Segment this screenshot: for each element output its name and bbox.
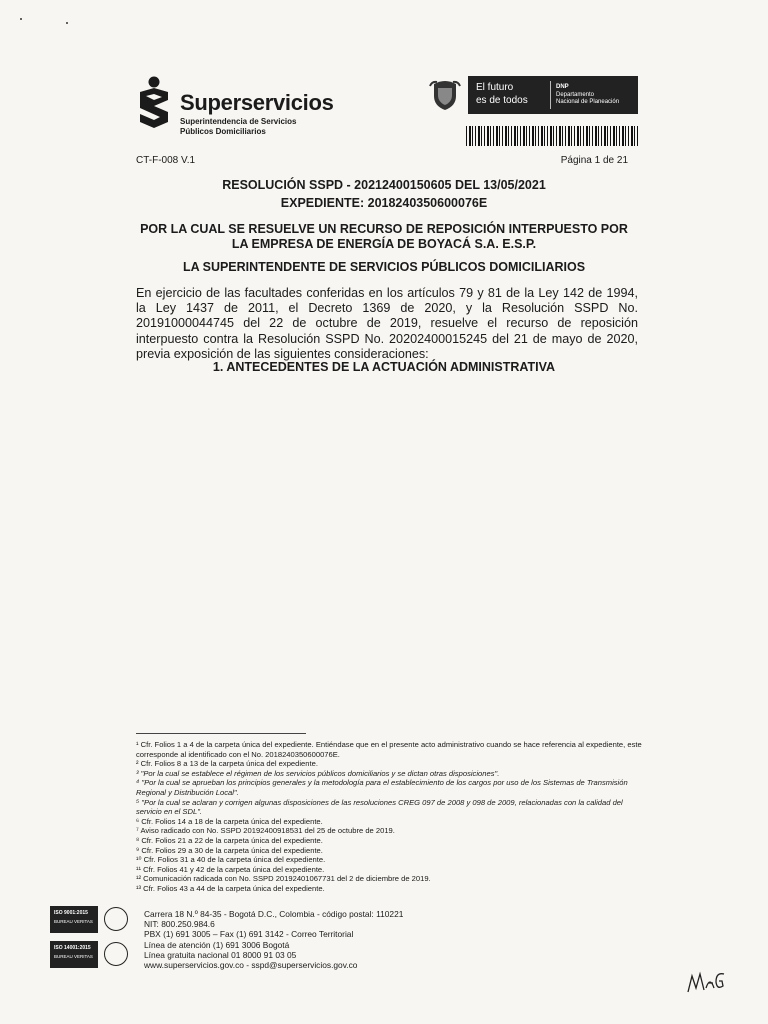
footer-web: www.superservicios.gov.co - sspd@superservicios.gov.co bbox=[144, 960, 358, 971]
cert-iso-14001 bbox=[50, 941, 130, 968]
bureau-veritas-seal-icon bbox=[104, 907, 128, 931]
scan-speck bbox=[66, 22, 68, 24]
footnote-1: ¹ Cfr. Folios 1 a 4 de la carpeta única del expediente. Entiéndase que en el presente acto administrativo cuando se hace referencia al expediente, este corresponde al identificado con el No. 2018240350600076E. bbox=[136, 740, 642, 759]
logo-name: Superservicios bbox=[180, 90, 334, 115]
footnote-8: ⁸ Cfr. Folios 21 a 22 de la carpeta única del expediente. bbox=[136, 835, 323, 845]
logo-subtitle-2: Públicos Domiciliarios bbox=[180, 127, 266, 136]
cert-bureau-veritas-label: BUREAU VERITAS bbox=[54, 919, 93, 924]
page-number: Página 1 de 21 bbox=[560, 155, 628, 166]
handwritten-initials bbox=[686, 966, 726, 996]
footnote-11: ¹¹ Cfr. Folios 41 y 42 de la carpeta única del expediente. bbox=[136, 864, 325, 874]
authority-heading: LA SUPERINTENDENTE DE SERVICIOS PÚBLICOS DOMICILIARIOS bbox=[182, 260, 586, 274]
gov-slogan-line-1: El futuro bbox=[476, 82, 514, 93]
gov-slogan-line-2: es de todos bbox=[476, 95, 528, 106]
logo-subtitle-1: Superintendencia de Servicios bbox=[180, 117, 297, 126]
footnote-13: ¹³ Cfr. Folios 43 a 44 de la carpeta única del expediente. bbox=[136, 883, 325, 893]
barcode bbox=[466, 126, 638, 146]
footer-nit: NIT: 800.250.984.6 bbox=[144, 919, 215, 930]
colombia-shield-icon bbox=[428, 78, 462, 112]
footnote-4: ⁴ "Por la cual se aprueban los principios generales y la metodología para el establecimiento de los cargos por uso de los Sistemas de Transmisión Regional y Distribución Local". bbox=[136, 778, 628, 797]
footnote-2: ² Cfr. Folios 8 a 13 de la carpeta única del expediente. bbox=[136, 759, 318, 769]
footnote-12: ¹² Comunicación radicada con No. SSPD 20192401067731 del 2 de diciembre de 2019. bbox=[136, 874, 431, 884]
footer-address: Carrera 18 N.º 84-35 - Bogotá D.C., Colombia - código postal: 110221 bbox=[144, 909, 404, 919]
dnp-line-2: Departamento bbox=[556, 92, 595, 98]
government-bar bbox=[468, 76, 638, 114]
superservicios-mark-icon bbox=[136, 76, 172, 132]
footnote-6: ⁶ Cfr. Folios 14 a 18 de la carpeta única del expediente. bbox=[136, 816, 323, 826]
dnp-label: DNP bbox=[556, 84, 569, 90]
section-heading: 1. ANTECEDENTES DE LA ACTUACIÓN ADMINISTRATIVA bbox=[212, 360, 556, 374]
scan-speck bbox=[20, 18, 22, 20]
dnp-line-3: Nacional de Planeación bbox=[556, 99, 620, 105]
cert-iso-14001-label: ISO 14001:2015 bbox=[54, 945, 91, 951]
government-banner bbox=[428, 76, 638, 114]
footnotes bbox=[136, 740, 642, 894]
cert-iso-9001-label: ISO 9001:2015 bbox=[54, 910, 88, 916]
resolution-number: RESOLUCIÓN SSPD - 20212400150605 DEL 13/05/2021 bbox=[222, 178, 546, 192]
resolution-subject: POR LA CUAL SE RESUELVE UN RECURSO DE REPOSICIÓN INTERPUESTO POR LA EMPRESA DE ENERGÍA DE BOYACÁ S.A. E.S.P. bbox=[140, 222, 628, 251]
footer-address-block bbox=[144, 909, 403, 970]
bureau-veritas-seal-icon bbox=[104, 942, 128, 966]
gov-divider bbox=[550, 81, 551, 109]
footnote-5: ⁵ "Por la cual se aclaran y corrigen algunas disposiciones de las resoluciones CREG 097 de 2008 y 098 de 2009, relacionadas con la calidad del servicio en el SDL". bbox=[136, 797, 623, 817]
certifications bbox=[50, 906, 130, 970]
cert-bureau-veritas-label: BUREAU VERITAS bbox=[54, 954, 93, 959]
footer-pbx: PBX (1) 691 3005 – Fax (1) 691 3142 - Correo Territorial bbox=[144, 929, 354, 940]
footer-free-line: Línea gratuita nacional 01 8000 91 03 05 bbox=[144, 949, 297, 960]
footnote-10: ¹⁰ Cfr. Folios 31 a 40 de la carpeta única del expediente. bbox=[136, 855, 326, 865]
intro-paragraph: En ejercicio de las facultades conferidas en los artículos 79 y 81 de la Ley 142 de 1994, la Ley 1437 de 2011, el Decreto 1369 de 2020, y la Resolución SSPD No. 20191000044745 del 22 de octubre de 2019, resuelve el recurso de reposición interpuesto contra la Resolución SSPD No. 20202400015245 del 21 de mayo de 2020, previa exposición de las siguientes consideraciones: bbox=[136, 286, 638, 361]
document-code: CT-F-008 V.1 bbox=[136, 155, 196, 166]
superservicios-logo bbox=[136, 76, 336, 136]
footer-attention-line: Línea de atención (1) 691 3006 Bogotá bbox=[144, 939, 290, 950]
footnote-9: ⁹ Cfr. Folios 29 a 30 de la carpeta única del expediente. bbox=[136, 845, 323, 855]
footnote-7: ⁷ Aviso radicado con No. SSPD 20192400918531 del 25 de octubre de 2019. bbox=[136, 826, 395, 836]
expediente-number: EXPEDIENTE: 2018240350600076E bbox=[280, 196, 488, 210]
cert-iso-9001 bbox=[50, 906, 130, 933]
footnote-rule bbox=[136, 733, 306, 734]
footnote-3: ³ "Por la cual se establece el régimen de los servicios públicos domiciliarios y se dictan otras disposiciones". bbox=[136, 768, 500, 778]
